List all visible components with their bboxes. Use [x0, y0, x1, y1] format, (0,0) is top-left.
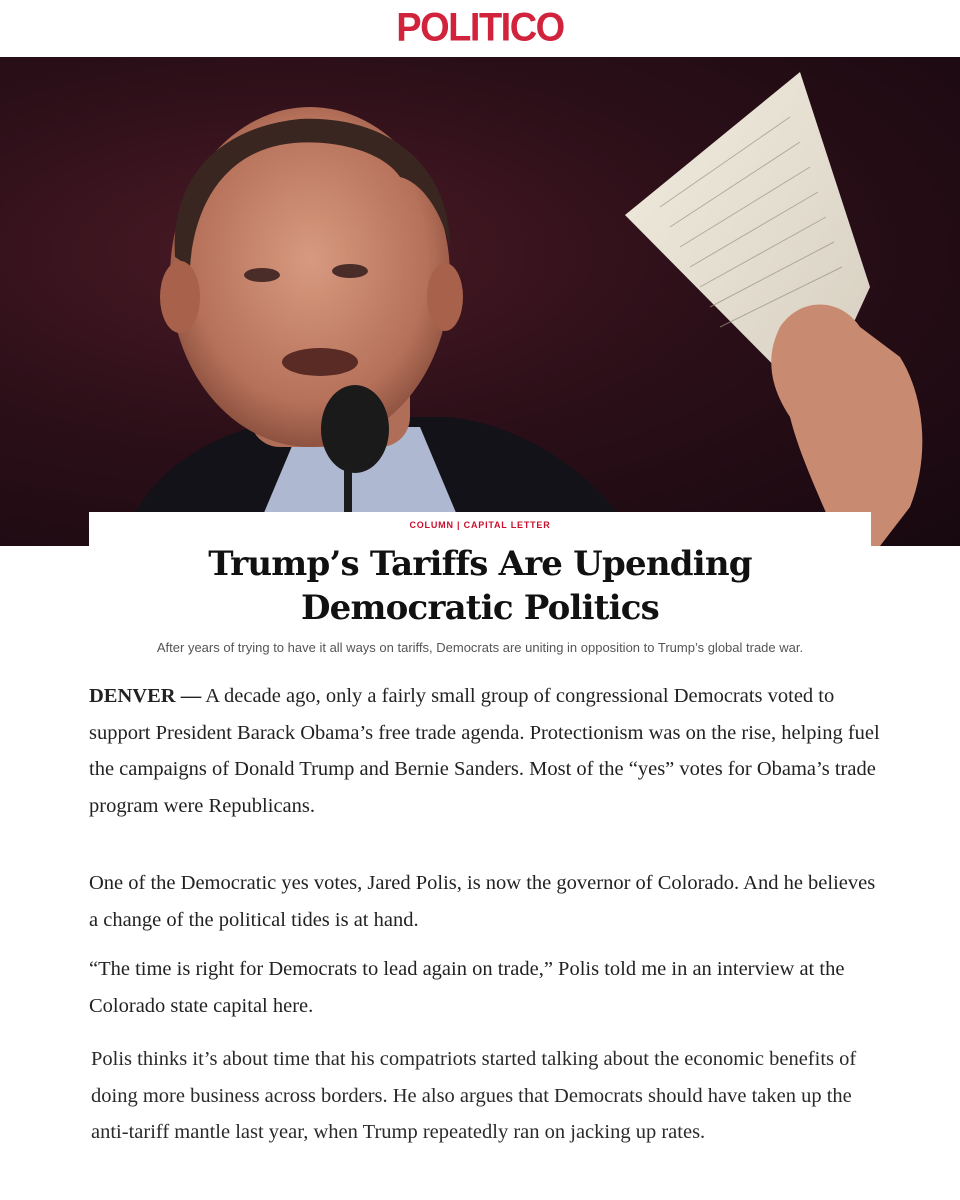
hero-photo [0, 57, 960, 546]
paragraph-1-text: A decade ago, only a fairly small group of congressional Democrats voted to support President Barack Obama’s free trade agenda. Protectionism was on the rise, helping fuel the campaigns of Donald Trump and Bernie Sanders. Most of the “yes” votes for Obama’s trade program were Republicans. [89, 685, 880, 817]
headline-line-1: Trump’s Tariffs Are Upending [208, 544, 752, 584]
paragraph-1 [89, 678, 889, 824]
section-kicker[interactable]: COLUMN | CAPITAL LETTER [409, 520, 551, 530]
mouth-shape [282, 348, 358, 376]
hero-illustration [0, 57, 960, 546]
ear-right [427, 263, 463, 331]
article-headline [100, 542, 860, 630]
politico-logo[interactable]: POLITICO [396, 5, 564, 51]
headline-line-2: Democratic Politics [300, 588, 659, 628]
eye-left [244, 268, 280, 282]
masthead [0, 0, 960, 57]
ear-left [160, 261, 200, 333]
paragraph-2: One of the Democratic yes votes, Jared Polis, is now the governor of Colorado. And he believes a change of the political tides is at hand. [89, 872, 876, 931]
article-dek: After years of trying to have it all ways on tariffs, Democrats are uniting in opposition to Trump’s global trade war. [156, 640, 804, 655]
dateline: DENVER — [89, 685, 202, 707]
hand-shape [771, 305, 922, 547]
paragraph-3: “The time is right for Democrats to lead again on trade,” Polis told me in an interview at the Colorado state capital here. [89, 958, 845, 1017]
microphone-icon [321, 385, 389, 473]
eye-right [332, 264, 368, 278]
paragraph-4: Polis thinks it’s about time that his compatriots started talking about the economic benefits of doing more business across borders. He also argues that Democrats should have taken up the anti-tariff mantle last year, when Trump repeatedly ran on jacking up rates. [91, 1048, 857, 1143]
